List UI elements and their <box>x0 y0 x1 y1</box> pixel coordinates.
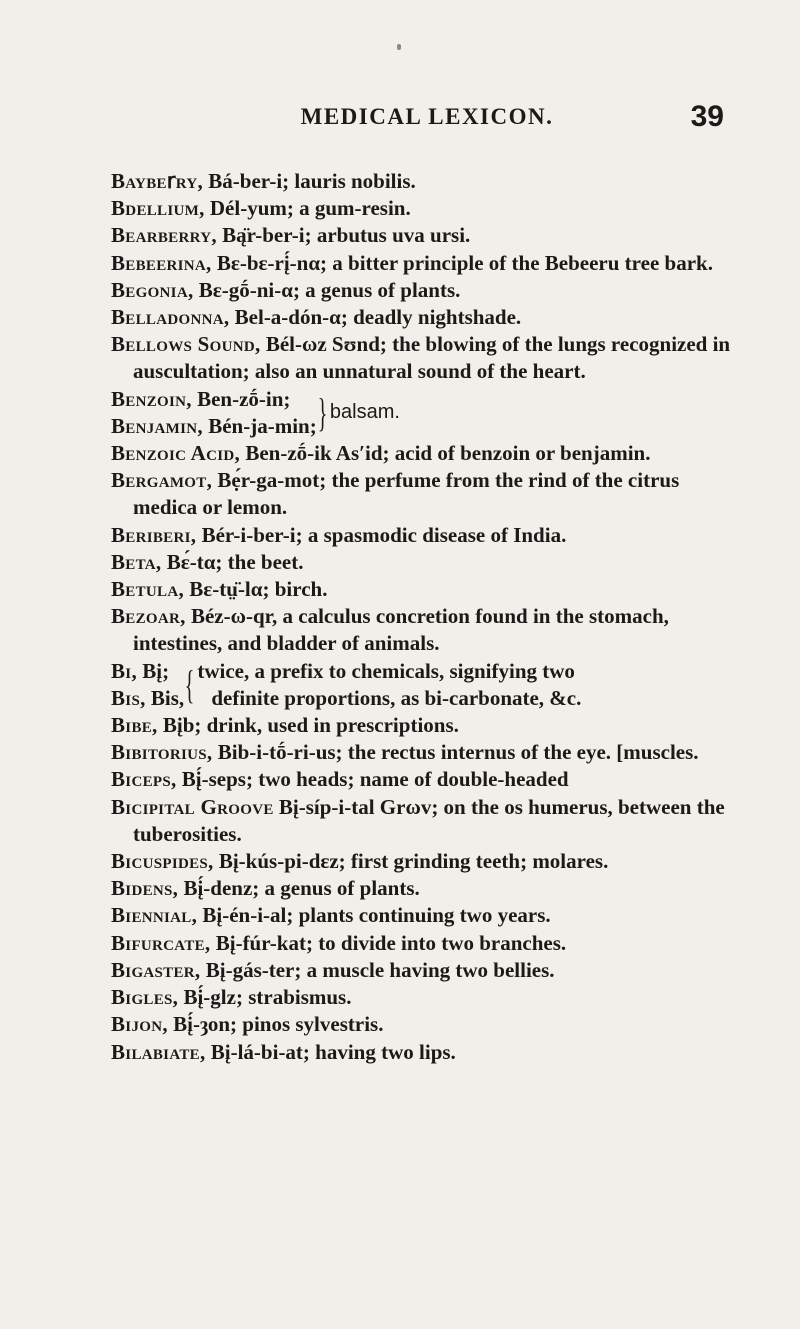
entry-belladonna <box>111 304 741 331</box>
headword: Bijon, <box>111 1012 168 1037</box>
headword: Benjamin, <box>111 413 203 438</box>
headword: Baybe𝗋ry, <box>111 169 204 193</box>
print-speck <box>397 44 401 50</box>
definition: Dél-yum; a gum-resin. <box>204 196 411 221</box>
headword: Betula, <box>111 577 185 602</box>
headword: Biceps, <box>111 767 177 792</box>
definition: Bį-kús-pi-dɛz; first grinding teeth; molares. <box>213 849 609 874</box>
definition: Bél-ωz Sʊnd; the blowing of the lungs recognized in auscultation; also an unnatural sound of the heart. <box>133 332 731 384</box>
entry-bi <box>111 658 184 685</box>
entry-bellows-sound <box>111 331 741 385</box>
headword: Benzoic Acid, <box>111 441 241 466</box>
definition: Bį́-ȝon; pinos sylvestris. <box>167 1012 384 1037</box>
definition-line: twice, a prefix to chemicals, signifying two <box>197 658 575 683</box>
entry-bigles <box>111 984 741 1011</box>
definition: Ben-zṓ-ik As′id; acid of benzoin or benjamin. <box>240 441 651 466</box>
definition: Bįb; drink, used in prescriptions. <box>157 713 459 738</box>
headword: Bezoar, <box>111 604 186 629</box>
headword: Bis, <box>111 685 146 710</box>
entry-bigaster <box>111 957 741 984</box>
entry-bijon <box>111 1011 741 1038</box>
entry-bi-bis <box>111 658 741 712</box>
entry-bidens <box>111 875 741 902</box>
entry-bibitorius <box>111 739 741 766</box>
definition: Bį-én-i-al; plants continuing two years. <box>197 903 551 928</box>
headword: Bicuspides, <box>111 849 214 874</box>
running-head <box>130 100 724 138</box>
entry-biceps <box>111 766 741 793</box>
headword: Belladonna, <box>111 305 230 330</box>
shared-definition: balsam. <box>329 401 400 424</box>
entry-bis <box>111 685 184 712</box>
entry-biennial <box>111 902 741 929</box>
definition: Bel-a-dón-α; deadly nightshade. <box>229 305 522 330</box>
entry-benzoic-acid <box>111 440 741 467</box>
headword: Bifurcate, <box>111 930 211 955</box>
definition: Bą̈r-ber-i; arbutus uva ursi. <box>216 223 471 248</box>
definition: Bɛ-gṓ-ni-α; a genus of plants. <box>193 277 461 302</box>
headword: Bebeerina, <box>111 250 212 275</box>
definition: Bį-síp-i-tal Grωv; on the os humerus, between the tuberosities. <box>133 794 725 846</box>
entry-beriberi <box>111 522 741 549</box>
shared-definition <box>197 658 581 712</box>
pronunciation: Bį; <box>137 658 170 683</box>
entry-bibe <box>111 712 741 739</box>
definition: Bį-lá-bi-at; having two lips. <box>205 1039 456 1064</box>
headword: Beriberi, <box>111 522 197 547</box>
entry-list <box>111 168 741 1066</box>
headword: Bilabiate, <box>111 1039 206 1064</box>
headword: Beta, <box>111 549 162 574</box>
brace-icon: } <box>317 389 328 435</box>
headword: Bigles, <box>111 985 179 1010</box>
entry-bebeerina <box>111 250 741 277</box>
definition: Bį-fúr-kat; to divide into two branches. <box>210 930 567 955</box>
entry-bergamot <box>111 467 741 521</box>
pronunciation: Bis, <box>145 685 185 710</box>
entry-begonia <box>111 277 741 304</box>
definition: Bį́-glz; strabismus. <box>178 985 352 1010</box>
headword: Bibe, <box>111 713 158 738</box>
entry-beta <box>111 549 741 576</box>
page-number: 39 <box>690 100 724 133</box>
headword: Bigaster, <box>111 957 201 982</box>
entry-bearberry <box>111 222 741 249</box>
definition: Bį́-denz; a genus of plants. <box>178 876 420 901</box>
headword: Bicipital Groove <box>111 794 274 819</box>
definition: Bér-i-ber-i; a spasmodic disease of India. <box>196 522 567 547</box>
brace-lines <box>111 386 317 440</box>
entry-bicuspides <box>111 848 741 875</box>
pronunciation: Ben-zṓ-in; <box>191 386 291 411</box>
headword: Bergamot, <box>111 468 213 493</box>
brace-icon: { <box>184 661 195 707</box>
definition-line: definite proportions, as bi-carbonate, &c. <box>211 685 582 710</box>
definition: Bɛ́-tα; the beet. <box>161 549 304 574</box>
entry-bezoar <box>111 603 741 657</box>
definition: Béz-ω-qr, a calculus concretion found in the stomach, intestines, and bladder of animals. <box>133 604 669 656</box>
definition: Bẹ́r-ga-mot; the perfume from the rind of the citrus medica or lemon. <box>133 468 680 520</box>
headword: Bi, <box>111 658 137 683</box>
entry-benjamin <box>111 413 317 440</box>
entry-betula <box>111 576 741 603</box>
brace-lines <box>111 658 184 712</box>
definition: Bį-gás-ter; a muscle having two bellies. <box>200 957 555 982</box>
headword: Bellows Sound, <box>111 332 261 357</box>
entry-bayberry <box>111 168 741 195</box>
entry-bilabiate <box>111 1039 741 1066</box>
headword: Biennial, <box>111 903 198 928</box>
entry-benzoin-benjamin <box>111 386 741 440</box>
definition: Bį́-seps; two heads; name of double-headed <box>176 767 569 792</box>
page-title: MEDICAL LEXICON. <box>300 104 554 129</box>
definition: Bá-ber-i; lauris nobilis. <box>203 169 416 193</box>
headword: Bdellium, <box>111 196 205 221</box>
definition: Bɛ-bɛ-rį́-nα; a bitter principle of the Bebeeru tree bark. <box>211 250 713 275</box>
entry-bdellium <box>111 195 741 222</box>
headword: Bibitorius, <box>111 740 213 765</box>
entry-bicipital-groove <box>111 794 741 848</box>
entry-bifurcate <box>111 930 741 957</box>
pronunciation: Bén-ja-min; <box>202 413 317 438</box>
definition: Bɛ-tṳ̈-lα; birch. <box>184 577 328 602</box>
headword: Benzoin, <box>111 386 192 411</box>
headword: Bidens, <box>111 876 179 901</box>
definition: Bib-i-tṓ-ri-us; the rectus internus of the eye. [muscles. <box>212 740 699 765</box>
headword: Bearberry, <box>111 223 217 248</box>
headword: Begonia, <box>111 277 194 302</box>
entry-benzoin <box>111 386 317 413</box>
